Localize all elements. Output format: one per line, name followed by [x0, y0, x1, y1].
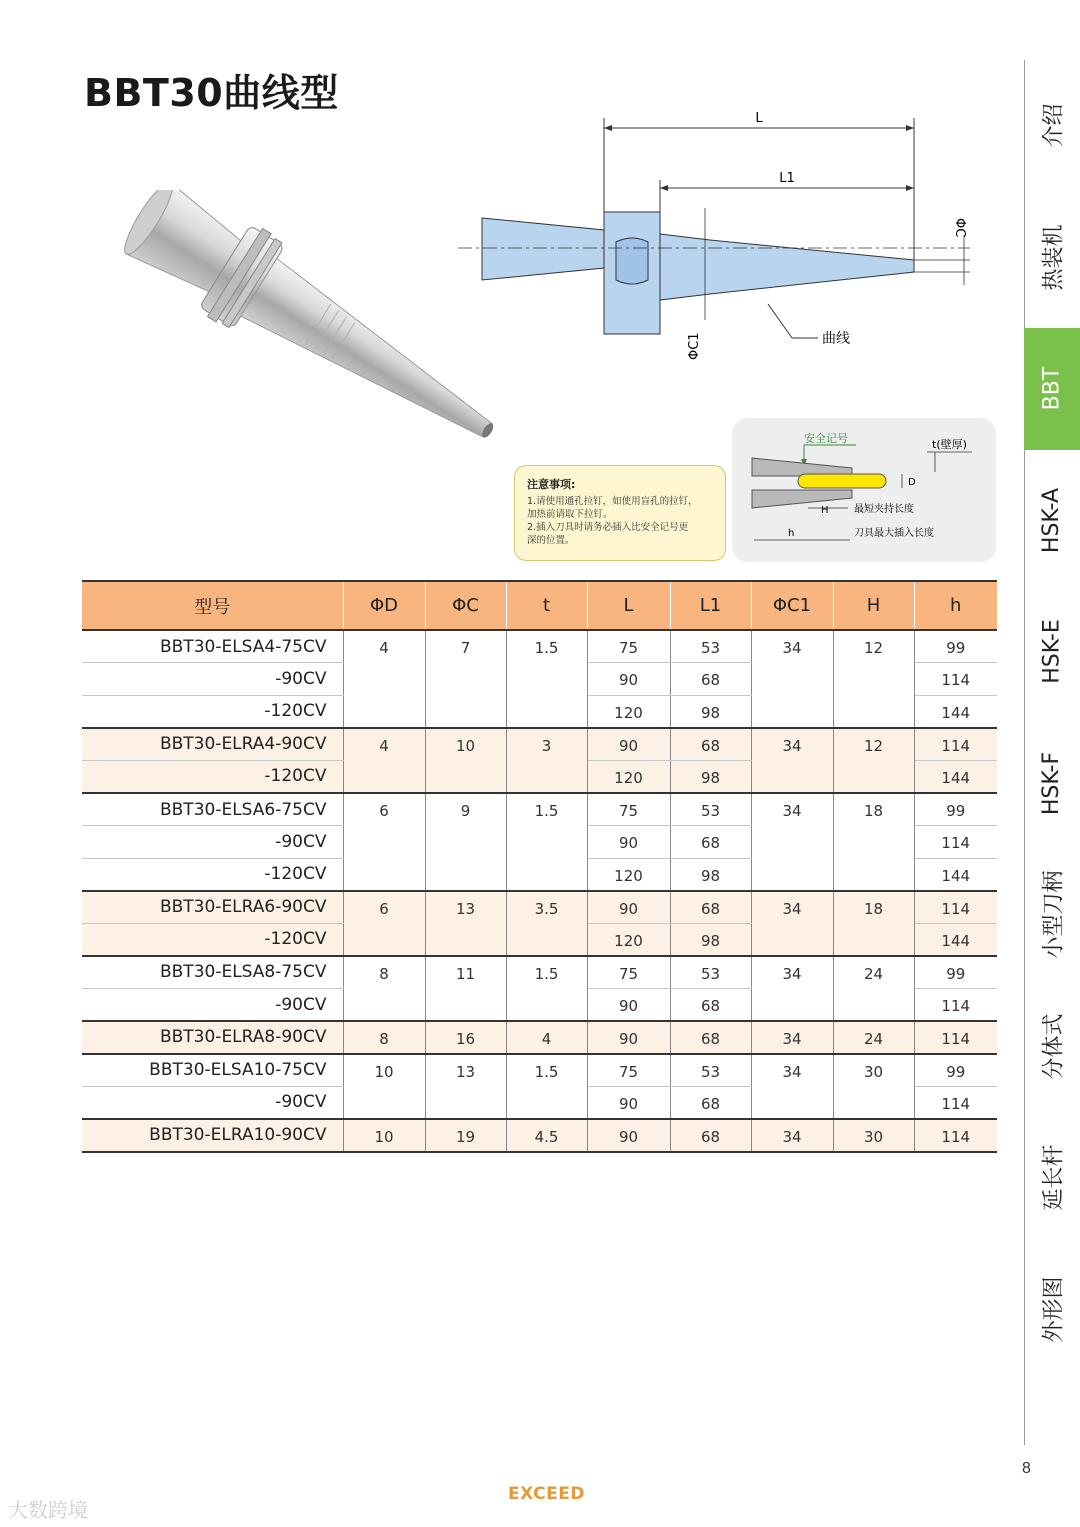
side-tab[interactable]: [1024, 65, 1080, 187]
page-title: BBT30曲线型: [84, 71, 339, 115]
cell-L: 120: [587, 923, 670, 956]
dim-L1-label: L1: [779, 171, 795, 186]
table-row: [82, 793, 997, 826]
side-tab[interactable]: [1024, 986, 1080, 1108]
cell-C: 9: [425, 793, 506, 891]
side-tab-label: 延长杆: [1041, 1144, 1067, 1211]
cell-L: 120: [587, 695, 670, 728]
safety-mark-diagram: [732, 418, 996, 562]
cell-H: 12: [833, 728, 914, 793]
cell-L1: 68: [670, 1021, 751, 1054]
model-cell: -90CV: [82, 989, 343, 1022]
cell-H: 18: [833, 793, 914, 891]
cell-L1: 68: [670, 989, 751, 1022]
model-cell: BBT30-ELRA4-90CV: [82, 728, 343, 761]
cell-L1: 53: [670, 793, 751, 826]
h-small-label: h: [788, 528, 795, 539]
cell-L1: 68: [670, 1119, 751, 1152]
table-row: [82, 1119, 997, 1152]
header-L: L: [587, 581, 670, 630]
cell-C1: 34: [751, 1021, 833, 1054]
side-tab-label: HSK-A: [1039, 487, 1065, 553]
cell-h: 114: [914, 1021, 997, 1054]
min-clamp-label: 最短夹持长度: [854, 504, 914, 515]
cell-C: 13: [425, 891, 506, 956]
cell-L1: 53: [670, 1054, 751, 1087]
cell-L1: 98: [670, 695, 751, 728]
cell-C: 19: [425, 1119, 506, 1152]
cell-L: 90: [587, 1086, 670, 1119]
cell-D: 8: [343, 1021, 425, 1054]
cell-C1: 34: [751, 793, 833, 891]
cell-t: 1.5: [506, 956, 587, 1021]
cell-h: 114: [914, 989, 997, 1022]
side-tab-label: HSK-F: [1039, 751, 1065, 815]
cell-D: 4: [343, 728, 425, 793]
cell-h: 114: [914, 728, 997, 761]
model-cell: -120CV: [82, 923, 343, 956]
model-cell: -120CV: [82, 760, 343, 793]
table-row: [82, 1021, 997, 1054]
side-tab-label: HSK-E: [1039, 619, 1065, 684]
cell-h: 144: [914, 760, 997, 793]
cell-C1: 34: [751, 1119, 833, 1152]
cell-t: 4.5: [506, 1119, 587, 1152]
side-tab[interactable]: [1024, 1117, 1080, 1239]
header-H: H: [833, 581, 914, 630]
table-row: [82, 1054, 997, 1087]
model-cell: BBT30-ELRA10-90CV: [82, 1119, 343, 1152]
curve-label: 曲线: [822, 331, 850, 347]
side-tab-label: BBT: [1039, 366, 1065, 411]
cell-h: 144: [914, 695, 997, 728]
cell-C1: 34: [751, 630, 833, 728]
cell-H: 30: [833, 1119, 914, 1152]
cell-D: 6: [343, 891, 425, 956]
table-row: [82, 728, 997, 761]
cell-D: 10: [343, 1054, 425, 1119]
cell-C: 10: [425, 728, 506, 793]
cell-h: 144: [914, 923, 997, 956]
model-cell: BBT30-ELRA6-90CV: [82, 891, 343, 924]
cell-D: 6: [343, 793, 425, 891]
cell-h: 99: [914, 793, 997, 826]
note-line: 深的位置。: [527, 535, 575, 546]
table-header-row: [82, 581, 997, 630]
d-label: D: [908, 477, 916, 488]
cell-L: 120: [587, 858, 670, 891]
spec-table: [82, 580, 997, 1153]
cell-L: 90: [587, 728, 670, 761]
cell-C: 7: [425, 630, 506, 728]
model-cell: BBT30-ELSA6-75CV: [82, 793, 343, 826]
cell-L: 90: [587, 891, 670, 924]
model-cell: BBT30-ELSA10-75CV: [82, 1054, 343, 1087]
model-cell: -90CV: [82, 663, 343, 696]
cell-L: 90: [587, 663, 670, 696]
cell-H: 18: [833, 891, 914, 956]
model-cell: BBT30-ELRA8-90CV: [82, 1021, 343, 1054]
cell-L1: 98: [670, 923, 751, 956]
cell-D: 8: [343, 956, 425, 1021]
cell-C1: 34: [751, 1054, 833, 1119]
note-line: 2.插入刀具时请务必插入比安全记号更: [527, 522, 689, 533]
cell-L1: 98: [670, 760, 751, 793]
cell-h: 99: [914, 1054, 997, 1087]
cell-C1: 34: [751, 956, 833, 1021]
side-tab-label: 介绍: [1041, 103, 1067, 148]
cell-D: 4: [343, 630, 425, 728]
cell-H: 24: [833, 956, 914, 1021]
cell-C1: 34: [751, 728, 833, 793]
side-tab[interactable]: [1024, 591, 1080, 713]
cell-L1: 98: [670, 858, 751, 891]
note-line: 1.请使用通孔拉钉，如使用盲孔的拉钉，: [527, 496, 698, 507]
cell-H: 24: [833, 1021, 914, 1054]
model-cell: -120CV: [82, 695, 343, 728]
h-big-label: H: [821, 505, 829, 516]
model-cell: -120CV: [82, 858, 343, 891]
model-cell: BBT30-ELSA4-75CV: [82, 630, 343, 663]
side-tab-label: 小型刀柄: [1041, 870, 1067, 959]
cell-L1: 53: [670, 630, 751, 663]
side-tab[interactable]: [1024, 723, 1080, 845]
note-title: 注意事项:: [527, 478, 576, 491]
cell-L: 90: [587, 989, 670, 1022]
cell-t: 3: [506, 728, 587, 793]
note-box: [514, 465, 726, 561]
cell-L: 90: [587, 826, 670, 859]
cell-h: 114: [914, 1119, 997, 1152]
cell-L: 120: [587, 760, 670, 793]
side-tab[interactable]: [1024, 854, 1080, 976]
side-tab[interactable]: [1024, 460, 1080, 582]
cell-L: 75: [587, 1054, 670, 1087]
cell-C1: 34: [751, 891, 833, 956]
cell-t: 4: [506, 1021, 587, 1054]
brand-logo: EXCEED: [508, 1484, 585, 1504]
cell-L: 75: [587, 630, 670, 663]
table-body: [82, 630, 997, 1152]
side-tab-label: 外形图: [1041, 1276, 1067, 1343]
cell-L: 75: [587, 956, 670, 989]
max-insert-label: 刀具最大插入长度: [854, 528, 934, 539]
cell-L1: 68: [670, 728, 751, 761]
side-tab[interactable]: [1024, 197, 1080, 319]
header-h: h: [914, 581, 997, 630]
header-model: 型号: [82, 581, 343, 630]
cell-L1: 68: [670, 663, 751, 696]
dim-C1-label: ΦC1: [687, 332, 702, 360]
table-row: [82, 956, 997, 989]
technical-drawing: [450, 100, 990, 370]
side-tab[interactable]: [1024, 328, 1080, 450]
cell-C: 11: [425, 956, 506, 1021]
wall-thickness-label: t(壁厚): [932, 438, 967, 451]
watermark: 大数跨境: [8, 1498, 88, 1522]
cell-h: 144: [914, 858, 997, 891]
cell-L1: 53: [670, 956, 751, 989]
model-cell: BBT30-ELSA8-75CV: [82, 956, 343, 989]
table-row: [82, 891, 997, 924]
cell-L: 90: [587, 1021, 670, 1054]
header-C1: ΦC1: [751, 581, 833, 630]
cell-h: 114: [914, 1086, 997, 1119]
header-L1: L1: [670, 581, 751, 630]
table-row: [82, 630, 997, 663]
cell-L: 90: [587, 1119, 670, 1152]
model-cell: -90CV: [82, 826, 343, 859]
header-C: ΦC: [425, 581, 506, 630]
cell-C: 13: [425, 1054, 506, 1119]
cell-H: 12: [833, 630, 914, 728]
cell-L: 75: [587, 793, 670, 826]
cell-t: 1.5: [506, 630, 587, 728]
cell-h: 114: [914, 826, 997, 859]
safety-mark-label: 安全记号: [804, 432, 848, 445]
cell-L1: 68: [670, 891, 751, 924]
page-number: 8: [1022, 1460, 1031, 1477]
header-D: ΦD: [343, 581, 425, 630]
cell-h: 99: [914, 630, 997, 663]
cell-D: 10: [343, 1119, 425, 1152]
cell-t: 1.5: [506, 793, 587, 891]
note-line: 加热前请取下拉钉。: [527, 509, 613, 520]
header-t: t: [506, 581, 587, 630]
cell-C: 16: [425, 1021, 506, 1054]
side-tab-label: 热装机: [1041, 224, 1067, 291]
model-cell: -90CV: [82, 1086, 343, 1119]
cell-h: 114: [914, 663, 997, 696]
cell-t: 1.5: [506, 1054, 587, 1119]
cell-h: 99: [914, 956, 997, 989]
cell-H: 30: [833, 1054, 914, 1119]
cell-L1: 68: [670, 1086, 751, 1119]
cell-L1: 68: [670, 826, 751, 859]
dim-C-label: ΦC: [952, 218, 967, 238]
cell-t: 3.5: [506, 891, 587, 956]
cell-h: 114: [914, 891, 997, 924]
side-tab-label: 分体式: [1041, 1013, 1067, 1080]
dim-L-label: L: [755, 111, 763, 126]
side-tab[interactable]: [1024, 1249, 1080, 1371]
